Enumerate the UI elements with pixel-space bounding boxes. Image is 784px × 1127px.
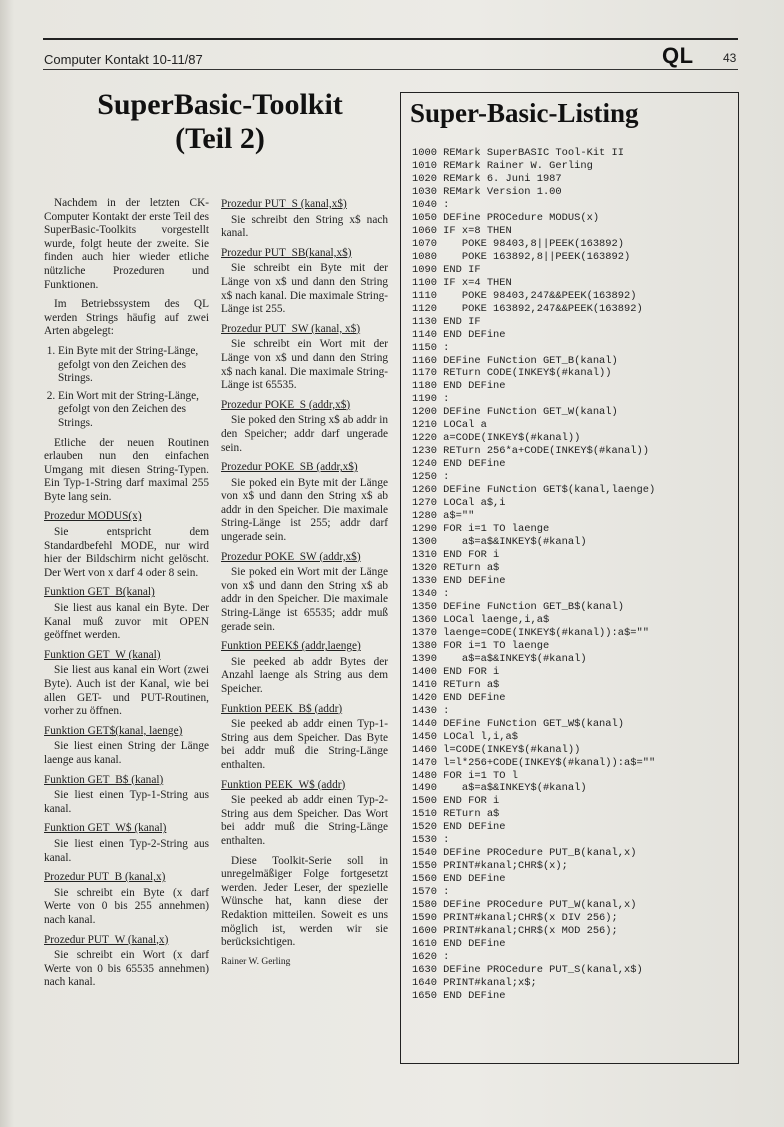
title-line-1: SuperBasic-Toolkit xyxy=(97,88,343,121)
section-heading: Funktion GET_W$ (kanal) xyxy=(44,822,167,835)
code-line: 1430 : xyxy=(412,704,450,717)
body-paragraph: Sie peeked ab addr einen Typ-1-String aus dem Speicher. Das Byte bei addr muß die String-Länge enthalten. xyxy=(221,718,388,771)
body-paragraph: Sie poked ein Wort mit der Länge von x$ und dann den String x$ ab addr in den Speicher. Die maximale String-Länge ist 65535; addr muß gerade sein. xyxy=(221,566,388,633)
body-paragraph: Etliche der neuen Routinen erlauben nun den einfachen Umgang mit diesen String-Typen. Ein Typ-1-String darf maximal 255 Byte lang sein. xyxy=(44,436,209,503)
code-line: 1370 laenge=CODE(INKEY$(#kanal)):a$="" xyxy=(412,626,649,639)
code-line: 1550 PRINT#kanal;CHR$(x); xyxy=(412,860,568,873)
code-line: 1240 END DEFine xyxy=(412,458,506,471)
code-line: 1580 DEFine PROCedure PUT_W(kanal,x) xyxy=(412,899,637,912)
code-line: 1500 END FOR i xyxy=(412,795,500,808)
section-heading: Prozedur PUT_SW (kanal, x$) xyxy=(221,322,361,335)
code-line: 1140 END DEFine xyxy=(412,328,506,341)
code-line: 1070 POKE 98403,8||PEEK(163892) xyxy=(412,237,625,250)
section-heading: Funktion GET$(kanal, laenge) xyxy=(44,724,183,737)
code-line: 1290 FOR i=1 TO laenge xyxy=(412,523,550,536)
code-line: 1560 END DEFine xyxy=(412,873,506,886)
body-paragraph: Sie peeked ab addr Bytes der Anzahl laenge als String aus dem Speicher. xyxy=(221,655,388,695)
code-line: 1470 l=l*256+CODE(INKEY$(#kanal)):a$="" xyxy=(412,756,656,769)
body-paragraph: Sie peeked ab addr einen Typ-2-String aus dem Speicher. Das Wort bei addr muß die String-Länge enthalten. xyxy=(221,794,388,847)
code-line: 1220 a=CODE(INKEY$(#kanal)) xyxy=(412,432,581,445)
header-rule xyxy=(43,38,738,40)
code-line: 1300 a$=a$&INKEY$(#kanal) xyxy=(412,536,587,549)
title-line-2: (Teil 2) xyxy=(175,122,265,155)
body-paragraph: Sie schreibt ein Byte mit der Länge von x$ und dann den String x$ nach kanal. Die maximale String-Länge ist 255. xyxy=(221,262,388,316)
listing-title: Super-Basic-Listing xyxy=(410,98,639,128)
string-type-list xyxy=(44,345,209,431)
code-line: 1450 LOCal l,i,a$ xyxy=(412,730,519,743)
code-line: 1230 RETurn 256*a+CODE(INKEY$(#kanal)) xyxy=(412,445,649,458)
body-paragraph: Nachdem in der letzten CK-Computer Kontakt der erste Teil des SuperBasic-Toolkits vorgestellt wurde, folgt heute der zweite. Sie finden auch hier wieder etliche nützliche Prozeduren und Funktionen. xyxy=(44,197,209,291)
body-paragraph: Sie liest einen Typ-1-String aus kanal. xyxy=(44,789,209,815)
section-heading: Prozedur PUT_W (kanal,x) xyxy=(44,933,169,946)
code-line: 1160 DEFine FuNction GET_B(kanal) xyxy=(412,354,618,367)
code-line: 1330 END DEFine xyxy=(412,574,506,587)
code-line: 1050 DEFine PROCedure MODUS(x) xyxy=(412,211,600,224)
article-title xyxy=(60,88,380,156)
code-line: 1320 RETurn a$ xyxy=(412,562,500,574)
code-line: 1490 a$=a$&INKEY$(#kanal) xyxy=(412,782,587,795)
section-heading: Funktion GET_B(kanal) xyxy=(44,586,155,599)
code-line: 1610 END DEFine xyxy=(412,938,506,951)
section-heading: Funktion GET_B$ (kanal) xyxy=(44,773,164,786)
code-line: 1400 END FOR i xyxy=(412,665,500,678)
body-paragraph: Sie entspricht dem Standardbefehl MODE, nur wird hier der Bildschirm nicht gelöscht. Der Wert von x darf 4 oder 8 sein. xyxy=(44,526,209,579)
section-heading: Prozedur MODUS(x) xyxy=(44,510,142,523)
code-line: 1510 RETurn a$ xyxy=(412,808,500,821)
body-paragraph: Sie schreibt ein Wort (x darf Werte von 0 bis 65535 annehmen) nach kanal. xyxy=(44,949,209,989)
code-line: 1630 DEFine PROCedure PUT_S(kanal,x$) xyxy=(412,964,643,977)
code-line: 1540 DEFine PROCedure PUT_B(kanal,x) xyxy=(412,847,637,860)
code-line: 1360 LOCal laenge,i,a$ xyxy=(412,613,550,626)
code-line: 1340 : xyxy=(412,587,450,600)
body-paragraph: Sie liest aus kanal ein Wort (zwei Byte). Auch ist der Kanal, wie bei allen GET- und PUT-Routinen, vorher zu öffnen. xyxy=(44,664,209,718)
body-paragraph: Sie schreibt ein Byte (x darf Werte von 0 bis 255 annehmen) nach kanal. xyxy=(44,886,209,926)
code-line: 1650 END DEFine xyxy=(412,989,506,1002)
code-line: 1380 FOR i=1 TO laenge xyxy=(412,639,550,652)
section-heading: Prozedur PUT_SB(kanal,x$) xyxy=(221,246,352,259)
code-line: 1420 END DEFine xyxy=(412,691,506,704)
body-paragraph: Sie poked ein Byte mit der Länge von x$ und dann den String x$ ab addr in den Speicher. Die maximale String-Länge ist 255; addr darf ungerade sein. xyxy=(221,476,388,544)
author-signature: Rainer W. Gerling xyxy=(221,956,291,967)
code-line: 1570 : xyxy=(412,886,450,899)
body-paragraph: Sie liest einen String der Länge laenge aus kanal. xyxy=(44,740,209,766)
code-line: 1080 POKE 163892,8||PEEK(163892) xyxy=(412,250,631,263)
brand-logo: QL xyxy=(662,43,694,68)
page-number: 43 xyxy=(723,51,737,65)
code-line: 1040 : xyxy=(412,198,450,211)
code-line: 1170 RETurn CODE(INKEY$(#kanal)) xyxy=(412,367,612,380)
article-column-2 xyxy=(221,195,388,975)
code-line: 1620 : xyxy=(412,951,450,964)
code-line: 1440 DEFine FuNction GET_W$(kanal) xyxy=(412,717,625,730)
section-heading: Funktion PEEK_W$ (addr) xyxy=(221,778,346,791)
code-line: 1530 : xyxy=(412,834,450,847)
code-line: 1260 DEFine FuNction GET$(kanal,laenge) xyxy=(412,484,656,497)
code-line: 1190 : xyxy=(412,393,450,406)
code-line: 1210 LOCal a xyxy=(412,419,487,432)
code-line: 1100 IF x=4 THEN xyxy=(412,276,512,289)
code-listing xyxy=(412,147,732,1003)
section-heading: Funktion PEEK$ (addr,laenge) xyxy=(221,640,361,653)
code-line: 1090 END IF xyxy=(412,263,481,276)
code-line: 1180 END DEFine xyxy=(412,380,506,393)
code-line: 1280 a$="" xyxy=(412,510,475,523)
body-paragraph: Diese Toolkit-Serie soll in unregelmäßiger Folge fortgesetzt werden. Jeder Leser, der spezielle Wünsche hat, kann diese der Redaktion mitteilen. Soweit es uns möglich ist, werden wir sie berücksichtigen. xyxy=(221,854,388,949)
code-line: 1250 : xyxy=(412,471,450,484)
code-line: 1310 END FOR i xyxy=(412,549,500,562)
body-paragraph: Sie poked den String x$ ab addr in den Speicher; addr darf ungerade sein. xyxy=(221,414,388,454)
code-line: 1520 END DEFine xyxy=(412,821,506,834)
code-line: 1010 REMark Rainer W. Gerling xyxy=(412,159,593,172)
code-line: 1030 REMark Version 1.00 xyxy=(412,185,562,198)
magazine-issue: Computer Kontakt 10-11/87 xyxy=(44,52,203,67)
section-heading: Funktion PEEK_B$ (addr) xyxy=(221,702,343,715)
code-line: 1130 END IF xyxy=(412,315,481,328)
code-line: 1060 IF x=8 THEN xyxy=(412,224,512,237)
body-paragraph: Sie schreibt ein Wort mit der Länge von x$ und dann den String x$ nach kanal. Die maximale String-Länge ist 65535. xyxy=(221,338,388,392)
code-line: 1270 LOCal a$,i xyxy=(412,497,506,510)
code-line: 1460 l=CODE(INKEY$(#kanal)) xyxy=(412,743,581,756)
section-heading: Prozedur PUT_S (kanal,x$) xyxy=(221,198,347,210)
code-line: 1390 a$=a$&INKEY$(#kanal) xyxy=(412,652,587,665)
article-column-1 xyxy=(44,197,209,996)
body-paragraph: Im Betriebssystem des QL werden Strings häufig auf zwei Arten abgelegt: xyxy=(44,298,209,338)
code-line: 1120 POKE 163892,247&&PEEK(163892) xyxy=(412,302,643,315)
code-line: 1480 FOR i=1 TO l xyxy=(412,769,519,782)
section-heading: Prozedur POKE_S (addr,x$) xyxy=(221,398,351,411)
header-rule-lower xyxy=(43,69,738,70)
code-line: 1350 DEFine FuNction GET_B$(kanal) xyxy=(412,600,625,613)
list-item: 2. Ein Wort mit der String-Länge, gefolgt von den Zeichen des Strings. xyxy=(58,390,209,431)
code-line: 1590 PRINT#kanal;CHR$(x DIV 256); xyxy=(412,912,618,925)
code-line: 1410 RETurn a$ xyxy=(412,678,500,691)
section-heading: Prozedur POKE_SB (addr,x$) xyxy=(221,461,358,474)
code-line: 1640 PRINT#kanal;x$; xyxy=(412,977,537,989)
list-item: 1. Ein Byte mit der String-Länge, gefolgt von den Zeichen des Strings. xyxy=(58,345,209,386)
body-paragraph: Sie liest aus kanal ein Byte. Der Kanal muß zuvor mit OPEN geöffnet werden. xyxy=(44,602,209,642)
section-heading: Funktion GET_W (kanal) xyxy=(44,648,161,661)
code-line: 1000 REMark SuperBASIC Tool-Kit II xyxy=(412,147,625,159)
code-line: 1150 : xyxy=(412,341,450,354)
code-line: 1020 REMark 6. Juni 1987 xyxy=(412,172,562,185)
section-heading: Prozedur POKE_SW (addr,x$) xyxy=(221,550,361,563)
section-heading: Prozedur PUT_B (kanal,x) xyxy=(44,871,166,884)
body-paragraph: Sie liest einen Typ-2-String aus kanal. xyxy=(44,837,209,864)
code-line: 1600 PRINT#kanal;CHR$(x MOD 256); xyxy=(412,925,618,938)
code-line: 1200 DEFine FuNction GET_W(kanal) xyxy=(412,406,618,419)
code-line: 1110 POKE 98403,247&&PEEK(163892) xyxy=(412,289,637,302)
body-paragraph: Sie schreibt den String x$ nach kanal. xyxy=(221,213,388,240)
